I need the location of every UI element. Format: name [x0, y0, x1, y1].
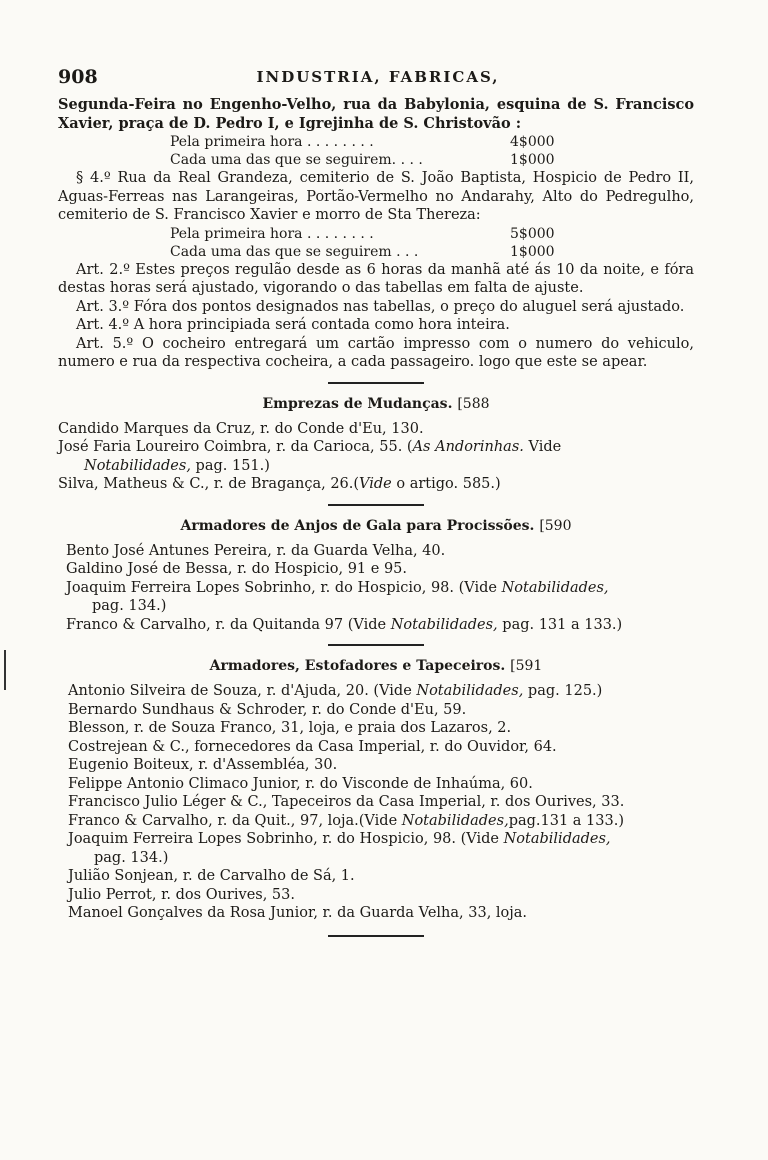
entry-text-tail: pag. 131 a 133.) [497, 616, 623, 633]
entry-text: Blesson, r. de Souza Franco, 31, loja, e praia dos Lazaros, 2. [68, 720, 512, 736]
article-3: Art. 3.º Fóra dos pontos designados nas tabellas, o preço do aluguel será ajustado. [76, 298, 685, 315]
section-divider [328, 504, 424, 506]
section-list-estofadores [68, 682, 694, 923]
entry-reference: As Andorinhas. [412, 439, 524, 455]
entry-text-tail: o artigo. 585.) [391, 476, 501, 492]
entry-text: Galdino José de Bessa, r. do Hospicio, 91 e 95. [66, 561, 408, 577]
section-number: [591 [510, 658, 543, 674]
list-item [68, 812, 694, 831]
end-divider [328, 935, 424, 937]
list-item [68, 738, 694, 757]
fare-row [170, 243, 570, 261]
list-item [68, 830, 694, 849]
list-item [68, 701, 694, 720]
fare-label: Pela primeira hora . . . . . . . . [170, 134, 374, 150]
entry-text: Silva, Matheus & C., r. de Bragança, 26.( [58, 476, 360, 492]
entry-text: Bento José Antunes Pereira, r. da Guarda Velha, 40. [66, 542, 446, 559]
fare-value: 5$000 [510, 225, 555, 242]
entry-text: Julio Perrot, r. dos Ourives, 53. [68, 886, 295, 903]
section-heading-estofadores [58, 656, 694, 676]
section-title: Emprezas de Mudanças. [262, 395, 453, 412]
list-item [68, 904, 694, 923]
entry-reference: Notabilidades, [390, 616, 498, 633]
fare-row [170, 151, 570, 169]
section-title: Armadores, Estofadores e Tapeceiros. [209, 658, 506, 674]
entry-text: Joaquim Ferreira Lopes Sobrinho, r. do Hospicio, 98. (Vide [68, 831, 504, 847]
entry-text: Francisco Julio Léger & C., Tapeceiros da Casa Imperial, r. dos Ourives, 33. [68, 794, 625, 810]
list-item [68, 682, 694, 701]
fare-value: 4$000 [510, 134, 555, 150]
entry-text: Joaquim Ferreira Lopes Sobrinho, r. do Hospicio, 98. (Vide [66, 579, 502, 596]
section-number: [590 [539, 517, 572, 534]
list-item [58, 438, 694, 457]
entry-text: José Faria Loureiro Coimbra, r. da Carioca, 55. ( [58, 439, 413, 455]
entry-text: pag. 134.) [94, 849, 169, 866]
entry-text: Bernardo Sundhaus & Schroder, r. do Conde d'Eu, 59. [68, 701, 467, 718]
page-body [58, 96, 694, 949]
page-number: 908 [58, 66, 98, 88]
list-item-continuation [66, 597, 694, 616]
list-item [68, 719, 694, 738]
running-title: INDUSTRIA, FABRICAS, [256, 68, 500, 86]
fare-row [170, 133, 570, 151]
fare-value: 1$000 [510, 152, 555, 168]
section-heading-anjos [58, 516, 694, 536]
entry-reference: Notabilidades, [84, 457, 191, 474]
entry-text-tail: pag.131 a 133.) [508, 812, 625, 829]
paragraph-4: § 4.º Rua da Real Grandeza, cemiterio de S. João Baptista, Hospicio de Pedro II, Aguas-Ferreas nas Larangeiras, Portão-Vermelho no Andarahy, Alto do Pedregulho, cemiterio de S. Francisco Xavier e morro de Sta Thereza: [58, 170, 694, 223]
entry-text: Manoel Gonçalves da Rosa Junior, r. da Guarda Velha, 33, loja. [68, 905, 528, 921]
list-item [58, 475, 694, 494]
article-2: Art. 2.º Estes preços regulão desde as 6 horas da manhã até ás 10 da noite, e fóra destas horas será ajustado, vigorando o das tabellas em falta de ajuste. [58, 261, 694, 296]
entry-reference: Vide [359, 476, 392, 492]
fare-row [170, 225, 570, 243]
entry-text: Costrejean & C., fornecedores da Casa Imperial, r. do Ouvidor, 64. [68, 738, 557, 755]
fare-label: Cada uma das que se seguirem. . . . [170, 152, 423, 168]
fare-label: Pela primeira hora . . . . . . . . [170, 225, 374, 242]
fare-value: 1$000 [510, 243, 555, 260]
entry-reference: Notabilidades, [401, 812, 509, 829]
list-item [68, 867, 694, 886]
list-item [66, 542, 694, 561]
section-list-mudancas [58, 420, 694, 494]
list-item [66, 579, 694, 598]
entry-text: Antonio Silveira de Souza, r. d'Ajuda, 20. (Vide [68, 683, 417, 699]
list-item [68, 756, 694, 775]
entry-text: Candido Marques da Cruz, r. do Conde d'Eu, 130. [58, 420, 424, 437]
entry-text: Felippe Antonio Climaco Junior, r. do Visconde de Inhaúma, 60. [68, 775, 533, 792]
entry-reference: Notabilidades, [416, 683, 524, 699]
entry-reference: Notabilidades, [501, 579, 609, 596]
article-5: Art. 5.º O cocheiro entregará um cartão impresso com o numero do vehiculo, numero e rua da respectiva cocheira, a cada passageiro. logo que este se apear. [58, 335, 694, 370]
entry-reference: Notabilidades, [503, 831, 611, 847]
list-item [66, 616, 694, 635]
list-item [68, 775, 694, 794]
entry-text: Franco & Carvalho, r. da Quit., 97, loja.(Vide [68, 812, 402, 829]
entry-text-tail: pag. 125.) [523, 683, 603, 699]
margin-mark [4, 650, 6, 690]
list-item-continuation [58, 457, 694, 476]
list-item [68, 793, 694, 812]
intro-paragraph: Segunda-Feira no Engenho-Velho, rua da Babylonia, esquina de S. Francisco Xavier, praça de D. Pedro I, e Igrejinha de S. Christovão : [58, 96, 694, 132]
section-divider [328, 382, 424, 384]
article-4: Art. 4.º A hora principiada será contada como hora inteira. [76, 317, 510, 333]
fare-table-2 [58, 225, 694, 261]
list-item [58, 420, 694, 439]
entry-text: pag. 134.) [92, 598, 167, 614]
page-header [58, 66, 698, 90]
section-divider [328, 644, 424, 646]
entry-text: Franco & Carvalho, r. da Quitanda 97 (Vide [66, 616, 391, 633]
section-number: [588 [457, 395, 490, 412]
entry-text-tail: Vide [523, 439, 562, 455]
entry-text: Julião Sonjean, r. de Carvalho de Sá, 1. [68, 868, 355, 884]
section-heading-mudancas [58, 394, 694, 414]
entry-text: pag. 151.) [190, 457, 270, 474]
entry-text: Eugenio Boiteux, r. d'Assembléa, 30. [68, 757, 338, 773]
list-item [66, 560, 694, 579]
list-item-continuation [68, 849, 694, 868]
section-title: Armadores de Anjos de Gala para Procissões. [180, 517, 535, 534]
section-list-anjos [66, 542, 694, 635]
fare-label: Cada uma das que se seguirem . . . [170, 243, 419, 260]
fare-table-1 [58, 133, 694, 169]
list-item [68, 886, 694, 905]
